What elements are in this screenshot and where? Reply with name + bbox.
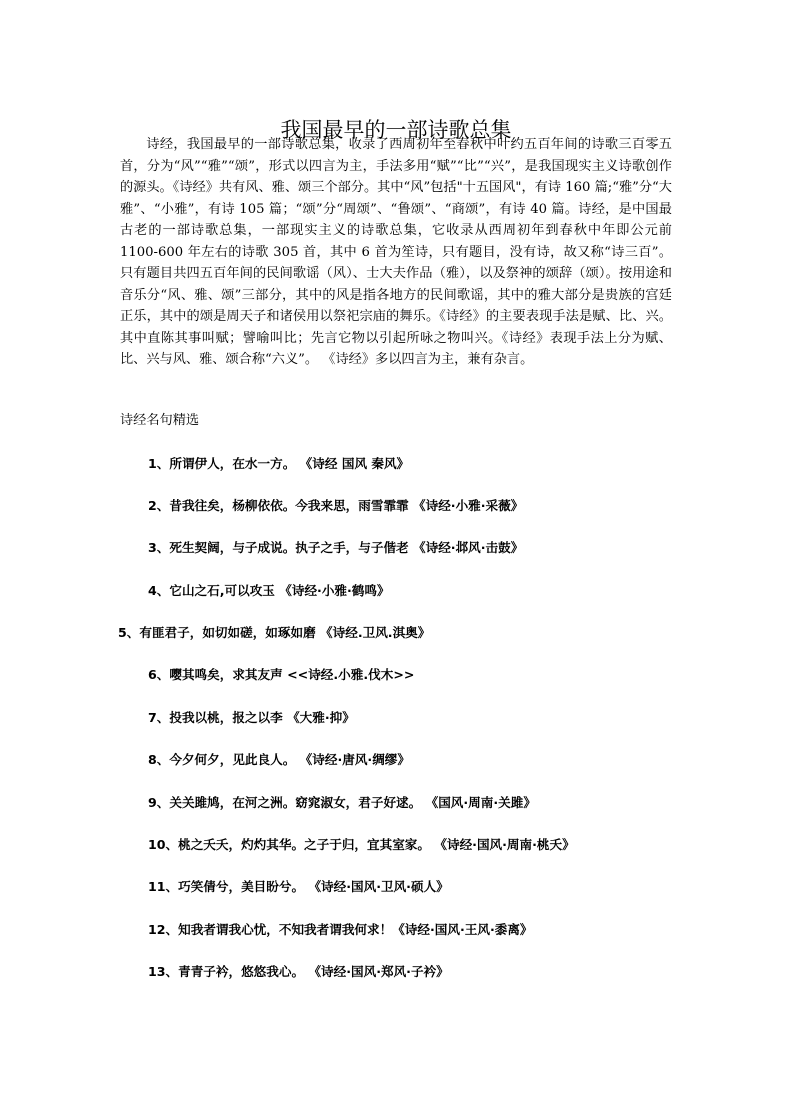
quote-item: 1、所谓伊人，在水一方。 《诗经 国风 秦风》 — [148, 456, 410, 471]
intro-paragraph: 诗经，我国最早的一部诗歌总集，收录了西周初年至春秋中叶约五百年间的诗歌三百零五首，分为“风”“雅”“颂”，形式以四言为主，手法多用“赋”“比”“兴”，是我国现实主义诗歌创作的源头。《诗经》共有风、雅、颂三个部分。其中“风”包括"十五国风"，有诗 160 篇;“雅”分“大雅”、“小雅”，有诗 105 篇；“颂”分“周颂”、“鲁颂”、“商颂”，有诗 40 篇。诗经，是中国最古老的一部诗歌总集，一部现实主义的诗歌总集，它收录从西周初年到春秋中年即公元前 1100-600 年左右的诗歌 305 首，其中 6 首为笙诗，只有题目，没有诗，故又称“诗三百”。只有题目共四五百年间的民间歌谣（风）、士大夫作品（雅），以及祭神的颂辞（颂）。按用途和音乐分“风、雅、颂”三部分，其中的风是指各地方的民间歌谣，其中的雅大部分是贵族的宫廷正乐，其中的颂是周天子和诸侯用以祭祀宗庙的舞乐。《诗经》的主要表现手法是赋、比、兴。其中直陈其事叫赋；譬喻叫比；先言它物以引起所咏之物叫兴。《诗经》表现手法上分为赋、比、兴与风、雅、颂合称“六义”。 《诗经》多以四言为主，兼有杂言。 — [120, 137, 672, 367]
quote-item: 10、桃之夭夭，灼灼其华。之子于归，宜其室家。 《诗经·国风·周南·桃夭》 — [148, 837, 575, 852]
quote-item: 11、巧笑倩兮，美目盼兮。 《诗经·国风·卫风·硕人》 — [148, 879, 449, 894]
quote-item: 4、它山之石,可以攻玉 《诗经·小雅·鹤鸣》 — [148, 583, 390, 598]
quote-item: 3、死生契阔，与子成说。执子之手，与子偕老 《诗经·邶风·击鼓》 — [148, 540, 524, 555]
quote-item: 2、昔我往矣，杨柳依依。今我来思，雨雪霏霏 《诗经·小雅·采薇》 — [148, 498, 524, 513]
quote-item: 5、有匪君子，如切如磋，如琢如磨 《诗经.卫风.淇奥》 — [118, 625, 431, 640]
quote-item: 6、嘤其鸣矣，求其友声 <<诗经.小雅.伐木>> — [148, 667, 415, 682]
quote-item: 8、今夕何夕，见此良人。 《诗经·唐风·绸缪》 — [148, 752, 410, 767]
quote-item: 7、投我以桃，报之以李 《大雅·抑》 — [148, 710, 355, 725]
quote-item: 12、知我者谓我心忧，不知我者谓我何求！《诗经·国风·王风·黍离》 — [148, 922, 533, 937]
page-title: 我国最早的一部诗歌总集 — [280, 118, 512, 143]
section-heading: 诗经名句精选 — [120, 413, 200, 428]
quote-item: 9、关关雎鸠，在河之洲。窈窕淑女，君子好逑。 《国风·周南·关雎》 — [148, 795, 536, 810]
quote-item: 13、青青子衿，悠悠我心。 《诗经·国风·郑风·子衿》 — [148, 964, 449, 979]
